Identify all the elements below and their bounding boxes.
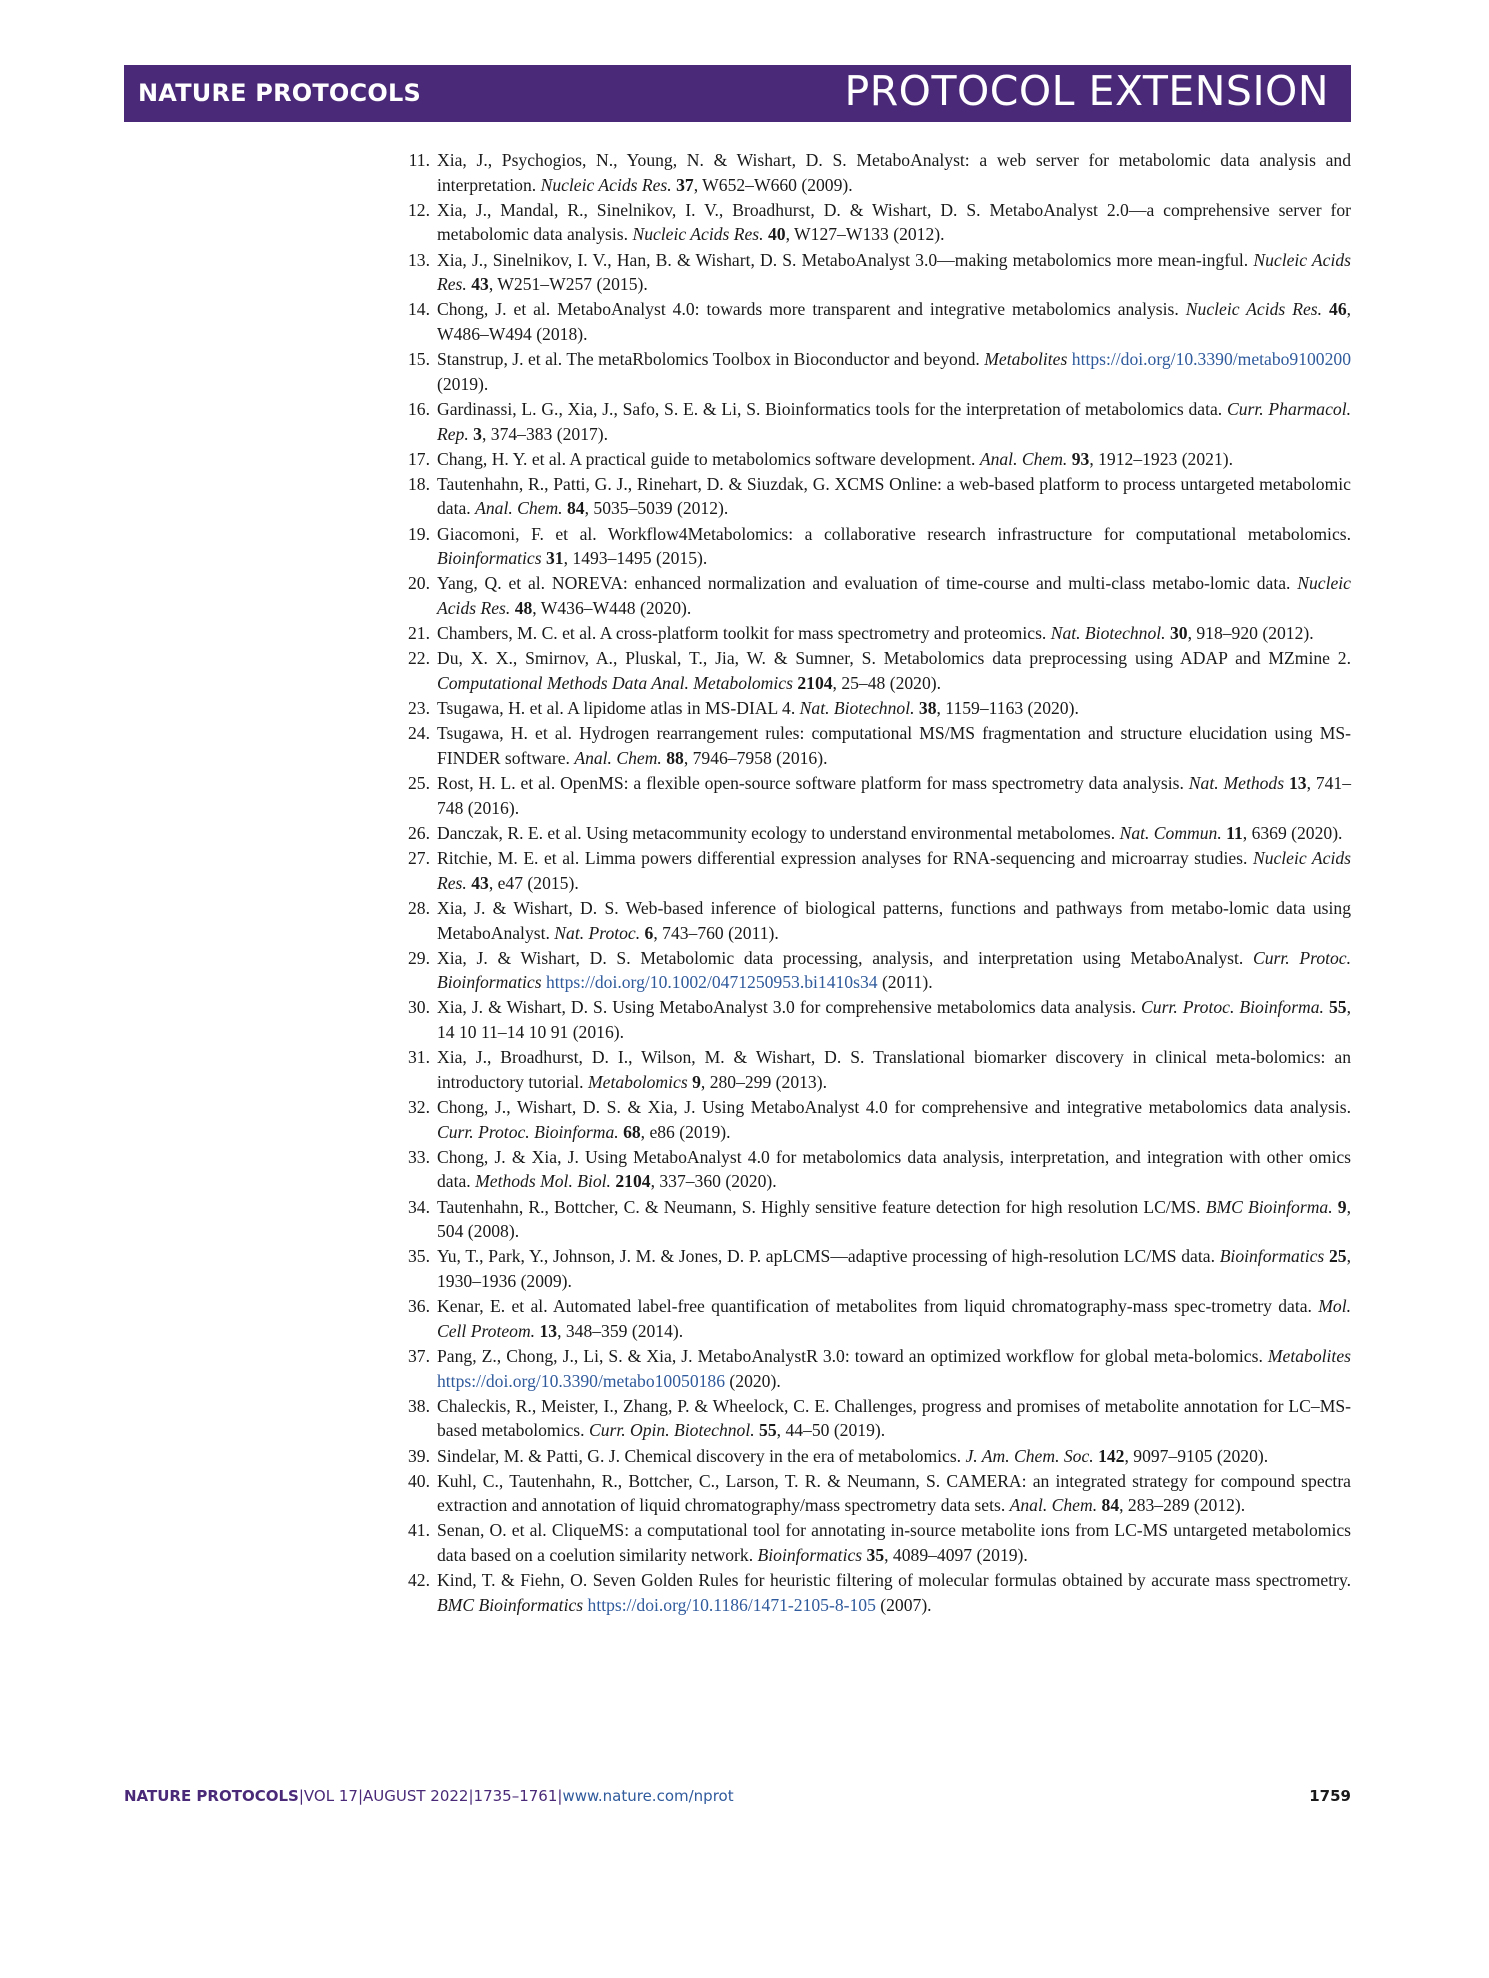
reference-item	[392, 621, 1351, 646]
reference-authors-title: Gardinassi, L. G., Xia, J., Safo, S. E. & Li, S. Bioinformatics tools for the interpretation of metabolomics data.	[437, 398, 1223, 419]
reference-journal: Anal. Chem.	[1009, 1495, 1098, 1516]
page-header	[124, 65, 1351, 122]
reference-number: 42.	[408, 1570, 430, 1591]
reference-number: 27.	[408, 848, 430, 869]
reference-item	[392, 198, 1351, 247]
reference-authors-title: Chang, H. Y. et al. A practical guide to metabolomics software development.	[437, 448, 976, 469]
reference-authors-title: Tautenhahn, R., Bottcher, C. & Neumann, S. Highly sensitive feature detection for high resolution LC/MS.	[437, 1196, 1201, 1217]
reference-authors-title: Kind, T. & Fiehn, O. Seven Golden Rules for heuristic filtering of molecular formulas obtained by accurate mass spectrometry.	[437, 1570, 1351, 1591]
footer-date: AUGUST 2022	[363, 1787, 469, 1805]
reference-item	[392, 1394, 1351, 1443]
reference-pages-year: , 1930–1936 (2009).	[437, 1246, 1351, 1291]
reference-volume: 2104	[615, 1171, 651, 1192]
reference-volume: 84	[1101, 1495, 1120, 1516]
reference-number: 33.	[408, 1146, 430, 1167]
reference-item	[392, 148, 1351, 197]
reference-pages-year: , e86 (2019).	[640, 1121, 731, 1142]
reference-journal: Anal. Chem.	[979, 448, 1068, 469]
reference-journal: Nat. Biotechnol.	[799, 698, 915, 719]
reference-journal: Curr. Protoc. Bioinforma.	[1141, 997, 1324, 1018]
reference-authors-title: Chaleckis, R., Meister, I., Zhang, P. & Wheelock, C. E. Challenges, progress and promises of metabolite annotation for LC–MS-based metabolomics.	[437, 1395, 1351, 1441]
reference-number: 38.	[408, 1395, 430, 1416]
reference-item	[392, 1095, 1351, 1144]
reference-pages-year: , 9097–9105 (2020).	[1124, 1445, 1269, 1466]
footer-volume: VOL 17	[303, 1787, 358, 1805]
reference-doi-link[interactable]: https://doi.org/10.1186/1471-2105-8-105	[587, 1594, 876, 1615]
reference-volume: 9	[1337, 1196, 1347, 1217]
reference-authors-title: Tsugawa, H. et al. Hydrogen rearrangement rules: computational MS/MS fragmentation and structure elucidation using MS-FINDER software.	[437, 723, 1351, 768]
reference-number: 31.	[408, 1047, 430, 1068]
reference-volume: 30	[1169, 623, 1188, 644]
reference-number: 35.	[408, 1246, 430, 1267]
reference-pages-year: , 44–50 (2019).	[776, 1420, 886, 1441]
reference-pages-year: , 14 10 11–14 10 91 (2016).	[437, 997, 1351, 1043]
reference-item	[392, 721, 1351, 770]
reference-pages-year: , 337–360 (2020).	[650, 1171, 777, 1192]
reference-authors-title: Senan, O. et al. CliqueMS: a computational tool for annotating in-source metabolite ions from LC-MS untargeted metabolomics data based on a coelution similarity network.	[437, 1520, 1351, 1566]
reference-volume: 55	[759, 1420, 777, 1441]
reference-item	[392, 771, 1351, 820]
reference-volume: 55	[1328, 997, 1347, 1018]
reference-item	[392, 522, 1351, 571]
reference-volume: 2104	[797, 673, 833, 693]
reference-journal: Nucleic Acids Res.	[540, 174, 672, 195]
reference-number: 41.	[408, 1520, 430, 1541]
reference-journal: Computational Methods Data Anal. Metabolomics	[437, 673, 793, 693]
reference-number: 22.	[408, 648, 430, 669]
reference-journal: Nat. Biotechnol.	[1050, 623, 1166, 644]
reference-authors-title: Danczak, R. E. et al. Using metacommunity ecology to understand environmental metabolomes.	[437, 822, 1116, 843]
reference-number: 20.	[408, 573, 430, 594]
reference-volume: 40	[767, 224, 786, 245]
reference-volume: 13	[539, 1320, 558, 1341]
reference-doi-link[interactable]: https://doi.org/10.3390/metabo10050186	[437, 1370, 726, 1391]
reference-number: 18.	[408, 473, 430, 494]
reference-pages-year: , 1912–1923 (2021).	[1089, 448, 1233, 469]
reference-item	[392, 472, 1351, 521]
reference-item	[392, 1469, 1351, 1518]
reference-item	[392, 397, 1351, 446]
reference-journal: Bioinformatics	[757, 1545, 863, 1566]
reference-number: 28.	[408, 897, 430, 918]
reference-item	[392, 696, 1351, 721]
reference-pages-year: , 504 (2008).	[437, 1196, 1351, 1242]
reference-pages-year: , W652–W660 (2009).	[693, 174, 853, 195]
reference-number: 25.	[408, 773, 430, 794]
footer-url-link[interactable]: www.nature.com/nprot	[562, 1787, 734, 1805]
reference-pages-year: , 283–289 (2012).	[1119, 1495, 1246, 1516]
reference-number: 11.	[408, 150, 430, 170]
reference-item	[392, 1518, 1351, 1567]
reference-journal: Nucleic Acids Res.	[437, 573, 1351, 619]
reference-journal: BMC Bioinforma.	[1205, 1196, 1333, 1217]
reference-item	[392, 846, 1351, 895]
footer-journal-name: NATURE PROTOCOLS	[124, 1787, 299, 1805]
reference-authors-title: Tsugawa, H. et al. A lipidome atlas in MS-DIAL 4.	[437, 698, 796, 719]
reference-authors-title: Yu, T., Park, Y., Johnson, J. M. & Jones, D. P. apLCMS—adaptive processing of high-resolution LC/MS data.	[437, 1246, 1215, 1267]
reference-authors-title: Chambers, M. C. et al. A cross-platform toolkit for mass spectrometry and proteomics.	[437, 623, 1047, 644]
reference-pages-year: , 5035–5039 (2012).	[584, 498, 729, 519]
reference-number: 26.	[408, 822, 430, 843]
page-footer: NATURE PROTOCOLS|VOL 17|AUGUST 2022|1735–1761|www.nature.com/nprot 1759	[124, 1787, 1351, 1805]
reference-pages-year: , 280–299 (2013).	[700, 1071, 827, 1092]
reference-pages-year: (2020).	[725, 1370, 781, 1391]
reference-number: 13.	[408, 249, 430, 270]
reference-number: 21.	[408, 623, 430, 644]
reference-volume: 9	[692, 1071, 701, 1092]
reference-journal: Metabolites	[984, 349, 1068, 370]
reference-authors-title: Ritchie, M. E. et al. Limma powers differential expression analyses for RNA-sequencing and microarray studies.	[437, 848, 1248, 869]
reference-volume: 46	[1329, 299, 1347, 320]
reference-authors-title: Chong, J. & Xia, J. Using MetaboAnalyst 4.0 for metabolomics data analysis, interpretation, and integration with other omics data.	[437, 1146, 1351, 1192]
reference-number: 32.	[408, 1097, 430, 1118]
reference-pages-year: , W127–W133 (2012).	[785, 224, 945, 245]
reference-journal: Bioinformatics	[437, 548, 542, 569]
reference-number: 19.	[408, 523, 430, 544]
reference-volume: 13	[1288, 773, 1307, 794]
reference-number: 34.	[408, 1196, 430, 1217]
reference-journal: Methods Mol. Biol.	[475, 1171, 611, 1192]
reference-number: 12.	[408, 199, 430, 220]
reference-item	[392, 946, 1351, 995]
reference-authors-title: Chong, J. et al. MetaboAnalyst 4.0: towards more transparent and integrative metabolomics analysis.	[437, 299, 1179, 320]
reference-item	[392, 1244, 1351, 1293]
reference-volume: 37	[676, 174, 694, 195]
reference-item	[392, 646, 1351, 695]
footer-pages: 1735–1761	[473, 1787, 558, 1805]
reference-volume: 6	[644, 922, 654, 943]
header-section-title: PROTOCOL EXTENSION	[844, 67, 1329, 115]
reference-journal: Anal. Chem.	[574, 747, 662, 768]
reference-number: 24.	[408, 723, 430, 744]
reference-item	[392, 896, 1351, 945]
reference-journal: Nucleic Acids Res.	[437, 848, 1351, 893]
reference-item	[392, 447, 1351, 472]
reference-pages-year: , 25–48 (2020).	[832, 673, 942, 693]
reference-volume: 88	[666, 747, 684, 768]
reference-item	[392, 1145, 1351, 1194]
reference-volume: 43	[471, 872, 489, 893]
reference-pages-year: , 918–920 (2012).	[1187, 623, 1314, 644]
reference-journal: Nat. Protoc.	[554, 922, 641, 943]
reference-number: 30.	[408, 997, 430, 1018]
reference-journal: Curr. Opin. Biotechnol.	[588, 1420, 755, 1441]
reference-volume: 38	[918, 698, 937, 719]
reference-journal: BMC Bioinformatics	[437, 1594, 584, 1615]
reference-item	[392, 995, 1351, 1044]
reference-item	[392, 297, 1351, 346]
reference-journal: Nat. Commun.	[1119, 822, 1222, 843]
reference-pages-year: , 374–383 (2017).	[481, 423, 609, 444]
reference-number: 17.	[408, 448, 430, 469]
reference-volume: 93	[1071, 448, 1090, 469]
reference-number: 39.	[408, 1445, 430, 1466]
reference-item	[392, 1568, 1351, 1617]
reference-volume: 48	[514, 598, 533, 619]
reference-authors-title: Du, X. X., Smirnov, A., Pluskal, T., Jia, W. & Sumner, S. Metabolomics data preprocessing using ADAP and MZmine 2.	[437, 648, 1351, 669]
reference-pages-year: , W486–W494 (2018).	[437, 299, 1352, 344]
reference-authors-title: Pang, Z., Chong, J., Li, S. & Xia, J. MetaboAnalystR 3.0: toward an optimized workflow for global meta-bolomics.	[437, 1345, 1263, 1366]
reference-pages-year: , W436–W448 (2020).	[532, 598, 692, 619]
reference-item	[392, 347, 1351, 396]
reference-item	[392, 1344, 1351, 1393]
reference-number: 14.	[408, 299, 430, 320]
reference-authors-title: Xia, J. & Wishart, D. S. Metabolomic data processing, analysis, and interpretation using MetaboAnalyst.	[437, 947, 1244, 968]
reference-authors-title: Kenar, E. et al. Automated label-free quantification of metabolites from liquid chromatography-mass spec-trometry data.	[437, 1296, 1312, 1317]
reference-item	[392, 1195, 1351, 1244]
reference-doi-link[interactable]: https://doi.org/10.1002/0471250953.bi1410s34	[546, 972, 878, 993]
reference-pages-year: (2011).	[877, 972, 933, 993]
page-number: 1759	[1309, 1787, 1351, 1805]
reference-doi-link[interactable]: https://doi.org/10.3390/metabo9100200	[1071, 349, 1351, 370]
reference-authors-title: Xia, J. & Wishart, D. S. Web-based inference of biological patterns, functions and pathways from metabo-lomic data using MetaboAnalyst.	[437, 897, 1351, 943]
reference-volume: 31	[546, 548, 564, 569]
reference-journal: Bioinformatics	[1219, 1246, 1325, 1267]
reference-pages-year: , e47 (2015).	[488, 872, 579, 893]
reference-journal: Metabolites	[1267, 1345, 1351, 1366]
reference-authors-title: Rost, H. L. et al. OpenMS: a flexible open-source software platform for mass spectrometry data analysis.	[437, 773, 1184, 794]
reference-pages-year: , W251–W257 (2015).	[488, 274, 648, 295]
reference-journal: Curr. Protoc. Bioinformatics	[437, 947, 1352, 993]
reference-journal: Metabolomics	[588, 1071, 688, 1092]
reference-pages-year: , 743–760 (2011).	[653, 922, 779, 943]
reference-authors-title: Chong, J., Wishart, D. S. & Xia, J. Using MetaboAnalyst 4.0 for comprehensive and integrative metabolomics data analysis.	[437, 1097, 1351, 1118]
reference-authors-title: Giacomoni, F. et al. Workflow4Metabolomics: a collaborative research infrastructure for computational metabolomics.	[437, 523, 1351, 544]
reference-pages-year: , 1159–1163 (2020).	[936, 698, 1079, 719]
reference-volume: 68	[623, 1121, 641, 1142]
reference-volume: 11	[1226, 822, 1243, 843]
reference-journal: Mol. Cell Proteom.	[437, 1296, 1351, 1341]
reference-pages-year: , 4089–4097 (2019).	[884, 1545, 1028, 1566]
reference-journal: Nucleic Acids Res.	[437, 249, 1352, 295]
reference-pages-year: , 348–359 (2014).	[557, 1320, 684, 1341]
reference-volume: 3	[473, 423, 482, 444]
reference-volume: 142	[1098, 1445, 1125, 1466]
reference-number: 37.	[408, 1345, 430, 1366]
reference-item	[392, 571, 1351, 620]
reference-number: 15.	[408, 349, 430, 370]
reference-authors-title: Xia, J., Broadhurst, D. I., Wilson, M. & Wishart, D. S. Translational biomarker discovery in clinical meta-bolomics: an introductory tutorial.	[437, 1047, 1351, 1092]
reference-item	[392, 821, 1351, 846]
reference-journal: Nucleic Acids Res.	[1185, 299, 1323, 320]
reference-volume: 35	[866, 1545, 885, 1566]
reference-authors-title: Yang, Q. et al. NOREVA: enhanced normalization and evaluation of time-course and multi-class metabo-lomic data.	[437, 573, 1291, 594]
reference-number: 29.	[408, 947, 430, 968]
reference-number: 40.	[408, 1470, 430, 1491]
reference-authors-title: Xia, J., Sinelnikov, I. V., Han, B. & Wishart, D. S. MetaboAnalyst 3.0—making metabolomics more mean-ingful.	[437, 249, 1249, 270]
reference-item	[392, 248, 1351, 297]
reference-volume: 43	[471, 274, 489, 295]
reference-volume: 25	[1329, 1246, 1347, 1267]
reference-item	[392, 1045, 1351, 1094]
reference-pages-year: , 741–748 (2016).	[437, 773, 1352, 818]
reference-number: 16.	[408, 398, 430, 419]
reference-journal: Nat. Methods	[1188, 773, 1285, 794]
reference-journal: Nucleic Acids Res.	[632, 224, 764, 245]
reference-authors-title: Xia, J. & Wishart, D. S. Using MetaboAnalyst 3.0 for comprehensive metabolomics data analysis.	[437, 997, 1137, 1018]
reference-list	[392, 148, 1351, 1618]
reference-authors-title: Stanstrup, J. et al. The metaRbolomics Toolbox in Bioconductor and beyond.	[437, 349, 980, 370]
reference-pages-year: , 1493–1495 (2015).	[563, 548, 708, 569]
reference-number: 23.	[408, 698, 430, 719]
reference-item	[392, 1444, 1351, 1469]
reference-pages-year: (2007).	[875, 1594, 932, 1615]
reference-journal: J. Am. Chem. Soc.	[965, 1445, 1094, 1466]
reference-number: 36.	[408, 1296, 430, 1317]
reference-authors-title: Tautenhahn, R., Patti, G. J., Rinehart, D. & Siuzdak, G. XCMS Online: a web-based platform to process untargeted metabolomic data.	[437, 473, 1351, 519]
reference-journal: Anal. Chem.	[475, 498, 563, 519]
header-journal-name: NATURE PROTOCOLS	[138, 79, 421, 107]
reference-authors-title: Xia, J., Mandal, R., Sinelnikov, I. V., Broadhurst, D. & Wishart, D. S. MetaboAnalyst 2.0—a comprehensive server for metabolomic data analysis.	[437, 199, 1351, 245]
reference-pages-year: , 6369 (2020).	[1242, 822, 1343, 843]
reference-pages-year: , 7946–7958 (2016).	[683, 747, 828, 768]
reference-authors-title: Kuhl, C., Tautenhahn, R., Bottcher, C., Larson, T. R. & Neumann, S. CAMERA: an integrated strategy for compound spectra extraction and annotation of liquid chromatography/mass spectrometry data sets.	[437, 1470, 1351, 1516]
reference-journal: Curr. Protoc. Bioinforma.	[437, 1121, 619, 1142]
reference-volume: 84	[567, 498, 585, 519]
reference-item	[392, 1294, 1351, 1343]
reference-journal: Curr. Pharmacol. Rep.	[437, 398, 1352, 444]
reference-authors-title: Xia, J., Psychogios, N., Young, N. & Wishart, D. S. MetaboAnalyst: a web server for metabolomic data analysis and interpretation.	[437, 150, 1351, 195]
reference-pages-year: (2019).	[437, 373, 489, 394]
reference-authors-title: Sindelar, M. & Patti, G. J. Chemical discovery in the era of metabolomics.	[437, 1445, 962, 1466]
